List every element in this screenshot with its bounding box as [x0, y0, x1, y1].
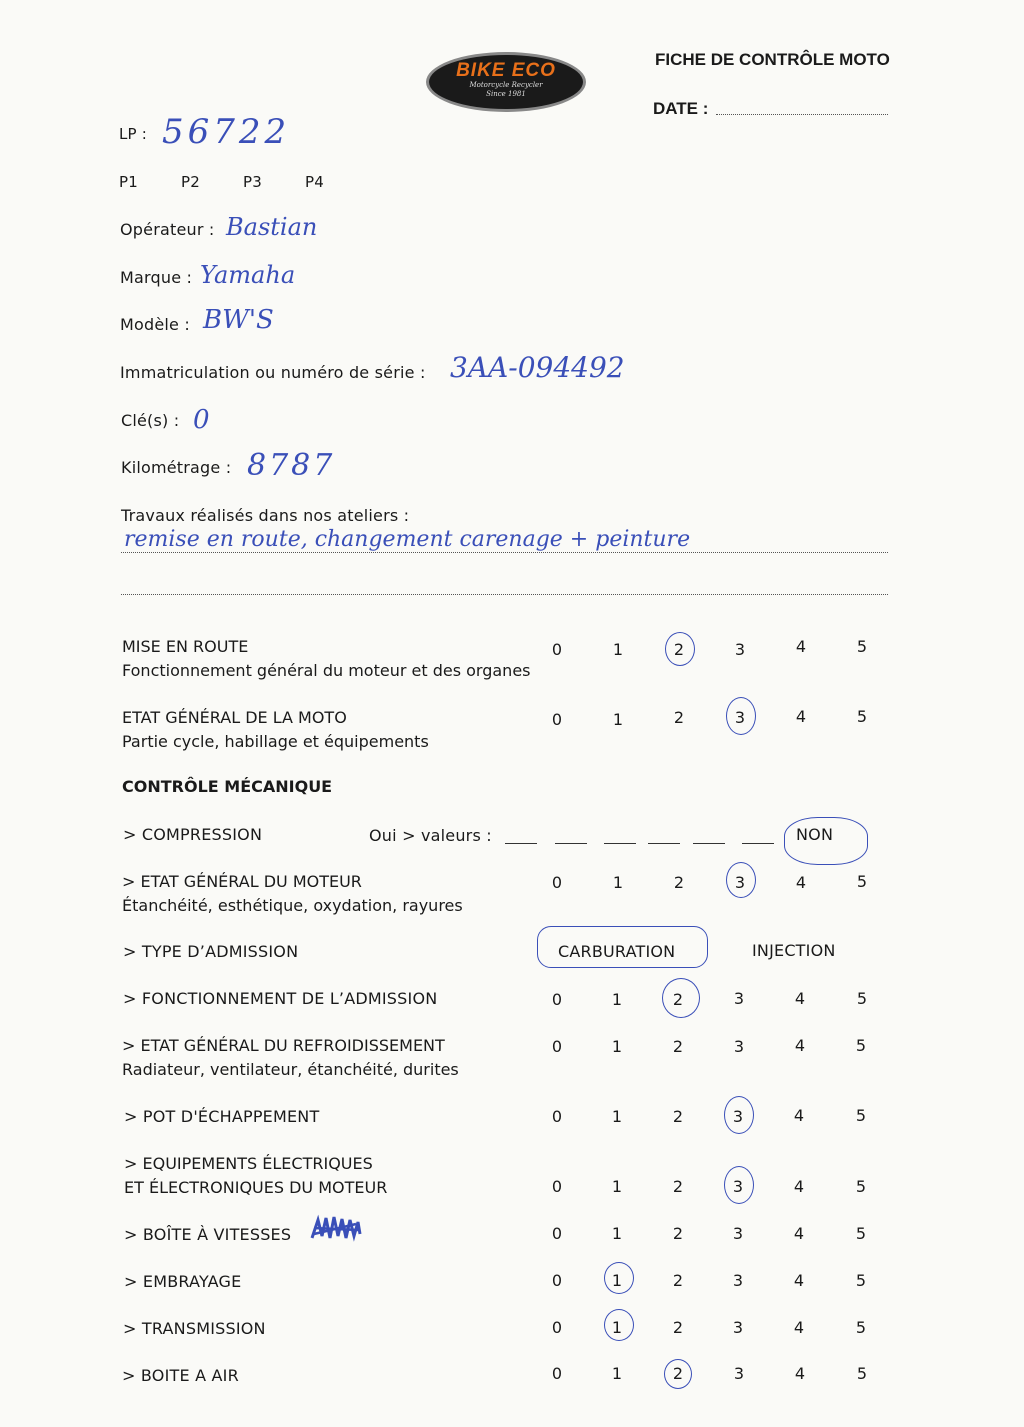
etat-moto-sub: Partie cycle, habillage et équipements [122, 732, 429, 751]
position-p1[interactable]: P1 [119, 173, 138, 191]
travaux-label: Travaux réalisés dans nos ateliers : [121, 506, 410, 525]
compression-value-3[interactable] [604, 843, 636, 844]
electrique-title: > EQUIPEMENTS ÉLECTRIQUES [124, 1154, 373, 1173]
score-2[interactable]: 2 [672, 1364, 684, 1383]
selection-oval [537, 926, 708, 968]
selection-circle [604, 1262, 634, 1294]
score-4[interactable]: 4 [793, 1177, 805, 1196]
logo-line2: Since 1981 [486, 90, 526, 98]
modele-label: Modèle : [120, 315, 190, 334]
score-5[interactable]: 5 [855, 1271, 867, 1290]
score-2[interactable]: 2 [672, 1271, 684, 1290]
score-0[interactable]: 0 [551, 1037, 563, 1056]
score-2[interactable]: 2 [672, 1224, 684, 1243]
travaux-line-2[interactable] [121, 594, 888, 595]
score-3[interactable]: 3 [732, 1318, 744, 1337]
score-2[interactable]: 2 [672, 1107, 684, 1126]
compression-value-2[interactable] [555, 843, 587, 844]
selection-circle [664, 1359, 692, 1389]
score-3[interactable]: 3 [733, 989, 745, 1008]
score-3[interactable]: 3 [734, 640, 746, 659]
cles-label: Clé(s) : [121, 411, 180, 430]
score-5[interactable]: 5 [856, 1364, 868, 1383]
score-5[interactable]: 5 [855, 1036, 867, 1055]
row-electrique [122, 1154, 882, 1204]
score-1[interactable]: 1 [612, 873, 624, 892]
score-5[interactable]: 5 [855, 1106, 867, 1125]
score-4[interactable]: 4 [793, 1271, 805, 1290]
selection-circle [724, 1166, 754, 1204]
row-refroidissement [122, 1036, 882, 1086]
selection-circle [665, 632, 695, 666]
position-p3[interactable]: P3 [243, 173, 262, 191]
score-0[interactable]: 0 [551, 990, 563, 1009]
score-5[interactable]: 5 [855, 1224, 867, 1243]
score-1[interactable]: 1 [611, 1271, 623, 1290]
score-0[interactable]: 0 [551, 1271, 563, 1290]
boite-vitesses-title: > BOÎTE À VITESSES [124, 1225, 292, 1244]
kilometrage-label: Kilométrage : [121, 458, 232, 477]
compression-value-6[interactable] [742, 843, 774, 844]
transmission-title: > TRANSMISSION [123, 1319, 266, 1338]
etat-moteur-sub: Étanchéité, esthétique, oxydation, rayures [122, 896, 463, 915]
immat-value[interactable]: 3AA-094492 [450, 351, 625, 384]
section-controle-mecanique: CONTRÔLE MÉCANIQUE [122, 777, 333, 796]
row-etat-moto [122, 708, 882, 758]
form-title: FICHE DE CONTRÔLE MOTO [655, 50, 890, 69]
compression-value-4[interactable] [648, 843, 680, 844]
score-3[interactable]: 3 [732, 1107, 744, 1126]
score-5[interactable]: 5 [856, 637, 868, 656]
mise-en-route-title: MISE EN ROUTE [122, 637, 249, 656]
score-4[interactable]: 4 [795, 873, 807, 892]
score-3[interactable]: 3 [734, 873, 746, 892]
score-1[interactable]: 1 [612, 640, 624, 659]
compression-value-1[interactable] [505, 843, 537, 844]
selection-circle [724, 1096, 754, 1134]
score-4[interactable]: 4 [795, 707, 807, 726]
travaux-value[interactable]: remise en route, changement carenage + peinture [124, 527, 691, 552]
operateur-value[interactable]: Bastian [226, 213, 318, 241]
score-1[interactable]: 1 [611, 1224, 623, 1243]
boite-air-title: > BOITE A AIR [122, 1366, 239, 1385]
score-0[interactable]: 0 [551, 1177, 563, 1196]
score-0[interactable]: 0 [551, 1318, 563, 1337]
admission-injection[interactable]: INJECTION [752, 941, 836, 960]
score-4[interactable]: 4 [794, 1364, 806, 1383]
position-p4[interactable]: P4 [305, 173, 324, 191]
logo-line1: Motorcycle Recycler [469, 81, 543, 89]
compression-non-option[interactable]: NON [796, 825, 834, 844]
logo-title: BIKE ECO [456, 60, 556, 81]
modele-value[interactable]: BW'S [203, 305, 274, 335]
score-2[interactable]: 2 [673, 708, 685, 727]
score-5[interactable]: 5 [856, 707, 868, 726]
score-1[interactable]: 1 [611, 990, 623, 1009]
score-5[interactable]: 5 [856, 872, 868, 891]
position-p2[interactable]: P2 [181, 173, 200, 191]
score-0[interactable]: 0 [551, 873, 563, 892]
score-2[interactable]: 2 [672, 1177, 684, 1196]
score-1[interactable]: 1 [611, 1107, 623, 1126]
score-4[interactable]: 4 [794, 1036, 806, 1055]
score-1[interactable]: 1 [611, 1037, 623, 1056]
score-2[interactable]: 2 [672, 1318, 684, 1337]
embrayage-title: > EMBRAYAGE [124, 1272, 242, 1291]
score-4[interactable]: 4 [793, 1318, 805, 1337]
cles-value[interactable]: 0 [193, 405, 210, 435]
score-4[interactable]: 4 [793, 1224, 805, 1243]
marque-label: Marque : [120, 268, 193, 287]
score-1[interactable]: 1 [611, 1177, 623, 1196]
score-2[interactable]: 2 [672, 1037, 684, 1056]
score-5[interactable]: 5 [856, 989, 868, 1008]
travaux-line-1 [121, 552, 888, 553]
bike-eco-logo [426, 52, 586, 112]
score-0[interactable]: 0 [551, 1224, 563, 1243]
selection-circle [726, 697, 756, 735]
score-2[interactable]: 2 [673, 640, 685, 659]
compression-oui-label: Oui > valeurs : [369, 826, 492, 845]
marque-value[interactable]: Yamaha [200, 261, 296, 289]
score-4[interactable]: 4 [793, 1106, 805, 1125]
immat-label: Immatriculation ou numéro de série : [120, 363, 426, 382]
kilometrage-value[interactable]: 8787 [247, 448, 336, 483]
score-5[interactable]: 5 [855, 1318, 867, 1337]
lp-value[interactable]: 56722 [162, 112, 291, 152]
score-2[interactable]: 2 [673, 873, 685, 892]
score-3[interactable]: 3 [732, 1177, 744, 1196]
date-field[interactable] [716, 114, 888, 115]
score-1[interactable]: 1 [612, 710, 624, 729]
etat-moto-title: ETAT GÉNÉRAL DE LA MOTO [122, 708, 347, 727]
mise-en-route-sub: Fonctionnement général du moteur et des organes [122, 661, 531, 680]
score-3[interactable]: 3 [734, 708, 746, 727]
row-etat-moteur [122, 872, 882, 922]
date-label: DATE : [653, 99, 709, 118]
score-0[interactable]: 0 [551, 1107, 563, 1126]
admission-type-title: > TYPE D’ADMISSION [123, 942, 299, 961]
electrique-sub: ET ÉLECTRONIQUES DU MOTEUR [124, 1178, 388, 1197]
compression-title: > COMPRESSION [123, 825, 263, 844]
admission-carburation[interactable]: CARBURATION [558, 942, 676, 961]
selection-circle [726, 862, 756, 898]
score-0[interactable]: 0 [551, 1364, 563, 1383]
selection-circle [662, 978, 700, 1018]
selection-oval [784, 817, 868, 865]
score-4[interactable]: 4 [794, 989, 806, 1008]
score-3[interactable]: 3 [732, 1271, 744, 1290]
score-0[interactable]: 0 [551, 710, 563, 729]
score-1[interactable]: 1 [611, 1364, 623, 1383]
lp-label: LP : [119, 125, 148, 143]
refroidissement-title: > ETAT GÉNÉRAL DU REFROIDISSEMENT [122, 1036, 445, 1055]
row-mise-en-route [122, 637, 882, 687]
operateur-label: Opérateur : [120, 220, 215, 239]
score-1[interactable]: 1 [611, 1318, 623, 1337]
score-2[interactable]: 2 [672, 990, 684, 1009]
score-3[interactable]: 3 [733, 1364, 745, 1383]
selection-circle [604, 1309, 634, 1341]
scribble-mark [310, 1214, 362, 1242]
score-3[interactable]: 3 [733, 1037, 745, 1056]
etat-moteur-title: > ETAT GÉNÉRAL DU MOTEUR [122, 872, 362, 891]
fonct-admission-title: > FONCTIONNEMENT DE L’ADMISSION [123, 989, 438, 1008]
pot-title: > POT D'ÉCHAPPEMENT [124, 1107, 320, 1126]
refroidissement-sub: Radiateur, ventilateur, étanchéité, durites [122, 1060, 459, 1079]
compression-value-5[interactable] [693, 843, 725, 844]
score-0[interactable]: 0 [551, 640, 563, 659]
score-5[interactable]: 5 [855, 1177, 867, 1196]
score-4[interactable]: 4 [795, 637, 807, 656]
score-3[interactable]: 3 [732, 1224, 744, 1243]
